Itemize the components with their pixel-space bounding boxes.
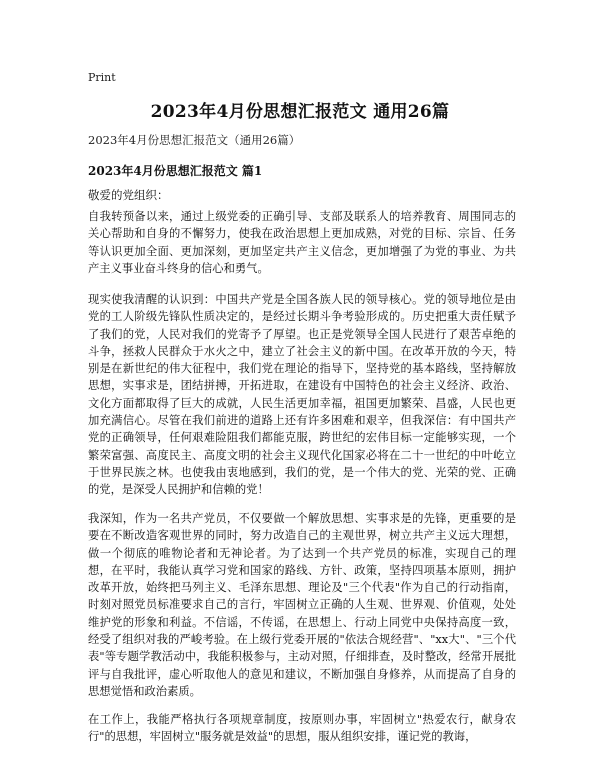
salutation: 敬爱的党组织： [88,188,169,202]
paragraph: 在工作上，我能严格执行各项规章制度，按原则办事，牢固树立"热爱农行，献身农行"的思想，牢固树立"服务就是效益"的思想，服从组织安排，谨记党的教诲， [88,713,516,744]
paragraph: 我深知，作为一名共产党员，不仅要做一个解放思想、实事求是的先锋，更重要的是要在不断改造客观世界的同时，努力改造自己的主观世界，树立共产主义远大理想，做一个彻底的唯物论者和无神论者。为了达到一个共产党员的标准，实现自己的理想，在平时，我能认真学习党和国家的路线、方针、政策，坚持四项基本原则，拥护改革开放，始终把马列主义、毛泽东思想、理论及"三个代表"作为自己的行动指南，时刻对照党员标准要求自己的言行，牢固树立正确的人生观、世界观、价值观，处处维护党的形象和利益。不信谣，不传谣，在思想上、行动上同党中央保持高度一致，经受了组织对我的严峻考验。在上级行党委开展的"依法合规经营"、"xx大"、"三个代表"等专题学教活动中，我能积极参与，主动对照，仔细排查，及时整改，经常开展批评与自我批评，虚心听取他人的意见和建议，不断加强自身修养，从而提高了自身的思想觉悟和政治素质。 [88,512,516,698]
section-heading: 2023年4月份思想汇报范文 篇1 [88,164,263,178]
document-title: 2023年4月份思想汇报范文 通用26篇 [150,102,450,122]
document-subtitle: 2023年4月份思想汇报范文（通用26篇） [88,133,301,147]
paragraph: 现实使我清醒的认识到：中国共产党是全国各族人民的领导核心。党的领导地位是由党的工人阶级先锋队性质决定的，是经过长期斗争考验形成的。历史把重大责任赋予了我们的党，人民对我们的党寄予了厚望。也正是党领导全国人民进行了艰苦卓绝的斗争，拯救人民群众于水火之中，建立了社会主义的新中国。在改革开放的今天，特别是在新世纪的伟大征程中，我们党在理论的指导下，坚持党的基本路线，坚持解放思想，实事求是，团结拼搏，开拓进取，在建设有中国特色的社会主义经济、政治、文化方面都取得了巨大的成就，人民生活更加幸福，祖国更加繁荣、昌盛，人民也更加充满信心。尽管在我们前进的道路上还有许多困难和艰辛，但我深信：有中国共产党的正确领导，任何艰难险阻我们都能克服，跨世纪的宏伟目标一定能够实现，一个繁荣富强、高度民主、高度文明的社会主义现代化国家必将在二十一世纪的中叶屹立于世界民族之林。也使我由衷地感到，我们的党，是一个伟大的党、光荣的党、正确的党，是深受人民拥护和信赖的党！ [88,293,516,497]
paragraph: 自我转预备以来，通过上级党委的正确引导、支部及联系人的培养教育、周围同志的关心帮助和自身的不懈努力，使我在政治思想上更加成熟，对党的目标、宗旨、任务等认识更加全面、更加深刻，更加坚定共产主义信念，更加增强了为党的事业、为共产主义事业奋斗终身的信心和勇气。 [88,210,516,275]
print-label[interactable]: Print [88,71,116,84]
